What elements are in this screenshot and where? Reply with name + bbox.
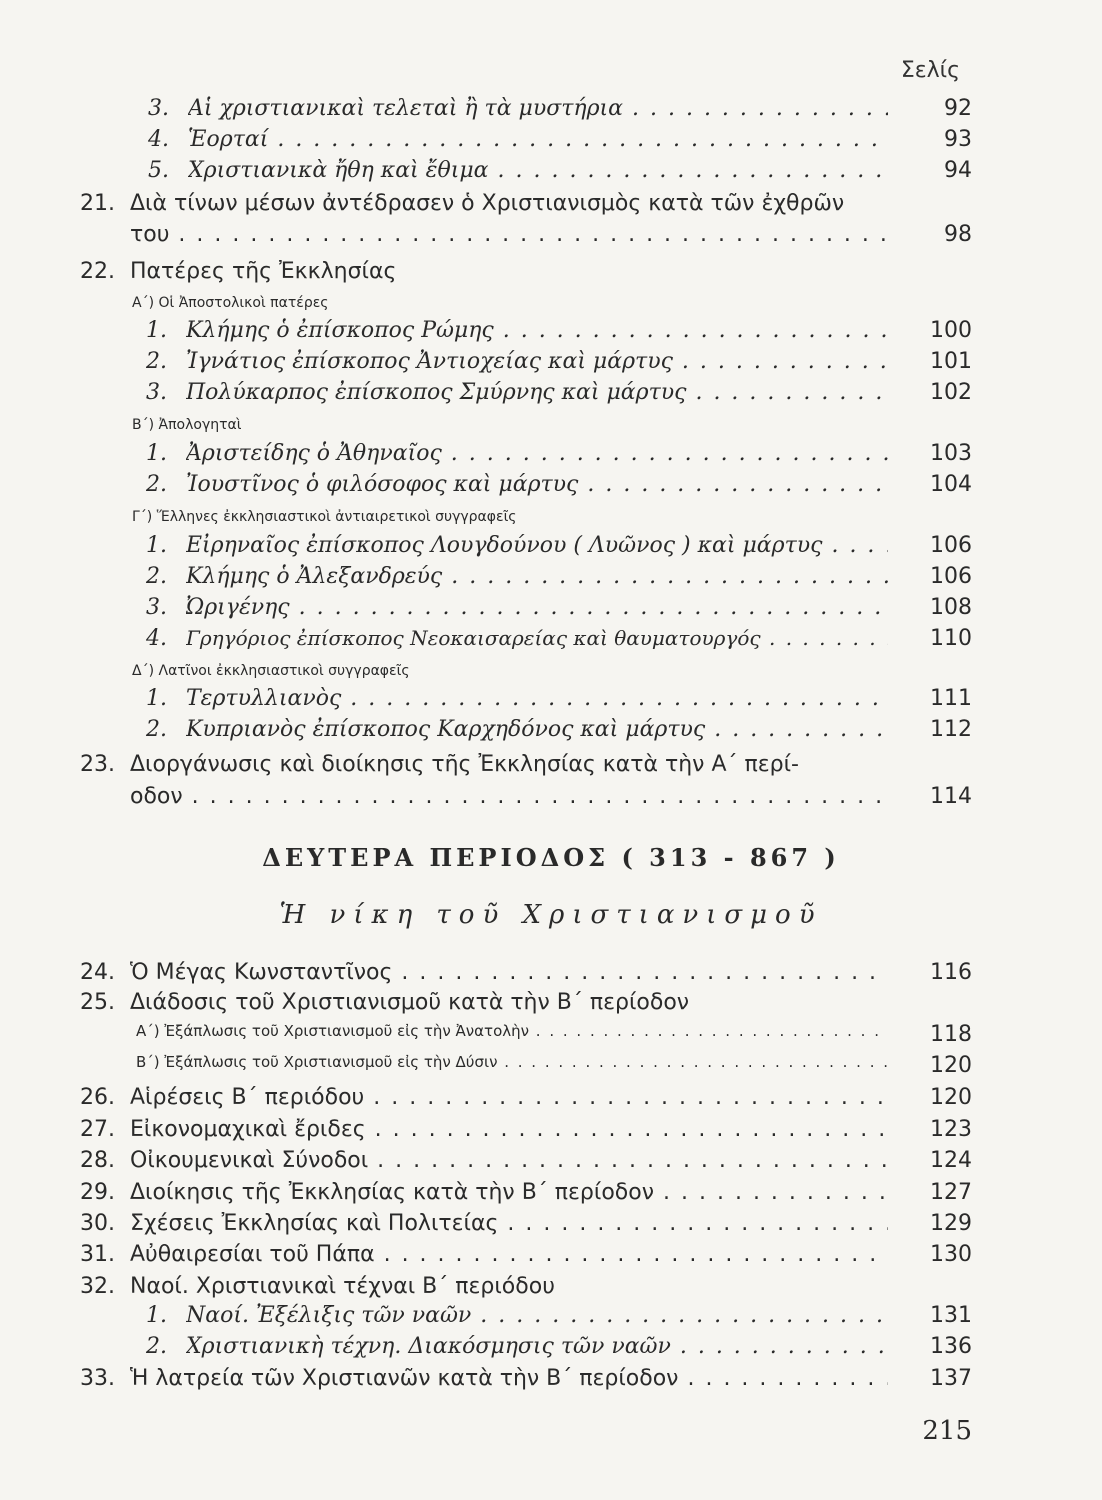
entry-page: 106 xyxy=(930,533,972,558)
entry-title: Αὐθαιρεσίαι τοῦ Πάπα . . . xyxy=(130,1242,888,1267)
entry-number: 31. xyxy=(80,1242,115,1267)
entry-number: 3. xyxy=(148,96,169,121)
toc-entry xyxy=(0,1117,1102,1149)
entry-title: Ὁ Μέγας Κωνσταντῖνος . . . xyxy=(130,960,888,985)
entry-title: Σχέσεις Ἐκκλησίας καὶ Πολιτείας . . . xyxy=(130,1211,888,1236)
toc-entry xyxy=(0,1274,1102,1306)
entry-title: Κλήμης ὁ ἐπίσκοπος Ρώμης . . . xyxy=(186,318,888,343)
entry-title: Κυπριανὸς ἐπίσκοπος Καρχηδόνος καὶ μάρτυς . . . xyxy=(186,717,888,742)
entry-page: 120 xyxy=(930,1085,972,1110)
entry-title: Πολύκαρπος ἐπίσκοπος Σμύρνης καὶ μάρτυς . . . xyxy=(186,380,888,405)
entry-number: 22. xyxy=(80,259,115,284)
entry-title: Αἱρέσεις Β΄ περιόδου . . . xyxy=(130,1085,888,1110)
subsection-title: Β΄) Ἐξάπλωσις τοῦ Χριστιανισμοῦ εἰς τὴν Δύσιν . . . xyxy=(136,1053,888,1071)
entry-number: 4. xyxy=(146,626,167,651)
toc-entry xyxy=(0,127,1102,159)
entry-number: 30. xyxy=(80,1211,115,1236)
toc-entry xyxy=(0,1085,1102,1117)
entry-page: 123 xyxy=(930,1117,972,1142)
entry-number: 1. xyxy=(146,686,167,711)
entry-page: 98 xyxy=(944,222,972,247)
entry-number: 33. xyxy=(80,1366,115,1391)
toc-entry xyxy=(0,259,1102,291)
entry-page: 111 xyxy=(930,686,972,711)
subsection-title: Α΄) Οἱ Ἀποστολικοὶ πατέρες xyxy=(132,295,329,311)
entry-number: 1. xyxy=(146,1303,167,1328)
entry-page: 100 xyxy=(930,318,972,343)
entry-title: οδον . . . xyxy=(130,784,888,809)
toc-entry xyxy=(0,752,1102,784)
toc-entry xyxy=(0,626,1102,658)
entry-title: Αἱ χριστιανικαὶ τελεταὶ ἢ τὰ μυστήρια . . . xyxy=(188,96,888,121)
subsection-title: Δ΄) Λατῖνοι ἐκκλησιαστικοὶ συγγραφεῖς xyxy=(132,663,410,679)
entry-page: 116 xyxy=(930,960,972,985)
toc-entry xyxy=(0,717,1102,749)
entry-number: 5. xyxy=(148,158,169,183)
entry-page: 118 xyxy=(930,1022,972,1047)
entry-title: Ἰγνάτιος ἐπίσκοπος Ἀντιοχείας καὶ μάρτυς . . . xyxy=(186,349,888,374)
toc-entry xyxy=(0,686,1102,718)
entry-title: Γρηγόριος ἐπίσκοπος Νεοκαισαρείας καὶ θαυματουργός . . . xyxy=(186,626,888,650)
entry-title: Διοίκησις τῆς Ἐκκλησίας κατὰ τὴν Β΄ περίοδον . . . xyxy=(130,1180,888,1205)
toc-entry xyxy=(0,349,1102,381)
entry-page: 103 xyxy=(930,441,972,466)
subsection-title: Β΄) Ἀπολογηταὶ xyxy=(132,417,242,433)
entry-title: Ἑορταί . . . xyxy=(188,127,888,152)
toc-entry xyxy=(0,595,1102,627)
entry-page: 92 xyxy=(944,96,972,121)
entry-page: 137 xyxy=(930,1366,972,1391)
entry-number: 2. xyxy=(146,717,167,742)
subsection-title: Γ΄) Ἕλληνες ἐκκλησιαστικοὶ ἀντιαιρετικοὶ συγγραφεῖς xyxy=(132,509,517,525)
entry-page: 120 xyxy=(930,1053,972,1078)
entry-title: Πατέρες τῆς Ἐκκλησίας xyxy=(130,259,397,284)
entry-title: του . . . xyxy=(130,222,888,247)
entry-title: Κλήμης ὁ Ἀλεξανδρεύς . . . xyxy=(186,564,888,589)
entry-page: 102 xyxy=(930,380,972,405)
subsection-title: Α΄) Ἐξάπλωσις τοῦ Χριστιανισμοῦ εἰς τὴν Ἀνατολὴν . . . xyxy=(136,1022,888,1040)
toc-entry xyxy=(0,1303,1102,1335)
entry-title: Τερτυλλιανὸς . . . xyxy=(186,686,888,711)
pages-column-header: Σελίς xyxy=(900,58,960,83)
period-subheading: Ἡ νίκη τοῦ Χριστιανισμοῦ xyxy=(279,900,823,930)
toc-entry xyxy=(0,1211,1102,1243)
entry-number: 2. xyxy=(146,564,167,589)
entry-number: 3. xyxy=(146,595,167,620)
toc-entry-continuation xyxy=(0,784,1102,816)
entry-number: 25. xyxy=(80,990,115,1015)
entry-page: 124 xyxy=(930,1148,972,1173)
entry-number: 26. xyxy=(80,1085,115,1110)
entry-title: Διοργάνωσις καὶ διοίκησις τῆς Ἐκκλησίας κατὰ τὴν Α΄ περί- xyxy=(130,752,799,777)
entry-page: 131 xyxy=(930,1303,972,1328)
toc-entry-continuation xyxy=(0,222,1102,254)
toc-entry xyxy=(0,96,1102,128)
toc-entry xyxy=(0,1148,1102,1180)
entry-title: Χριστιανικὰ ἤθη καὶ ἔθιμα . . . xyxy=(188,158,888,183)
entry-page: 129 xyxy=(930,1211,972,1236)
toc-entry xyxy=(0,1366,1102,1398)
entry-page: 94 xyxy=(944,158,972,183)
entry-page: 130 xyxy=(930,1242,972,1267)
toc-entry xyxy=(0,1242,1102,1274)
toc-entry xyxy=(0,380,1102,412)
entry-number: 2. xyxy=(146,349,167,374)
entry-number: 2. xyxy=(146,472,167,497)
entry-title: Ἰουστῖνος ὁ φιλόσοφος καὶ μάρτυς . . . xyxy=(186,472,888,497)
page-number-footer: 215 xyxy=(922,1416,972,1446)
entry-page: 104 xyxy=(930,472,972,497)
entry-page: 127 xyxy=(930,1180,972,1205)
entry-title: Διάδοσις τοῦ Χριστιανισμοῦ κατὰ τὴν Β΄ περίοδον xyxy=(130,990,690,1015)
entry-title: Ἡ λατρεία τῶν Χριστιανῶν κατὰ τὴν Β΄ περίοδον . . . xyxy=(130,1366,888,1391)
entry-page: 110 xyxy=(930,626,972,651)
toc-entry xyxy=(0,960,1102,992)
entry-number: 23. xyxy=(80,752,115,777)
period-heading: ΔΕΥΤΕΡΑ ΠΕΡΙΟΔΟΣ ( 313 - 867 ) xyxy=(262,843,840,872)
toc-subsection xyxy=(0,1022,1102,1054)
toc-entry xyxy=(0,441,1102,473)
entry-number: 32. xyxy=(80,1274,115,1299)
toc-entry xyxy=(0,1180,1102,1212)
entry-title: Οἰκουμενικαὶ Σύνοδοι . . . xyxy=(130,1148,888,1173)
entry-title: Εἰρηναῖος ἐπίσκοπος Λουγδούνου ( Λυῶνος ) καὶ μάρτυς . . . xyxy=(186,533,888,558)
toc-entry xyxy=(0,533,1102,565)
toc-entry xyxy=(0,564,1102,596)
toc-entry xyxy=(0,1334,1102,1366)
entry-number: 29. xyxy=(80,1180,115,1205)
entry-page: 112 xyxy=(930,717,972,742)
entry-page: 136 xyxy=(930,1334,972,1359)
entry-title: Ὠριγένης . . . xyxy=(186,595,888,620)
entry-number: 3. xyxy=(146,380,167,405)
entry-number: 21. xyxy=(80,191,115,216)
toc-entry xyxy=(0,318,1102,350)
toc-entry xyxy=(0,472,1102,504)
entry-page: 114 xyxy=(930,784,972,809)
toc-subsection xyxy=(0,1053,1102,1085)
entry-number: 2. xyxy=(146,1334,167,1359)
entry-page: 106 xyxy=(930,564,972,589)
entry-page: 108 xyxy=(930,595,972,620)
entry-number: 4. xyxy=(148,127,169,152)
entry-title: Χριστιανικὴ τέχνη. Διακόσμησις τῶν ναῶν . . . xyxy=(186,1334,888,1359)
entry-number: 1. xyxy=(146,441,167,466)
entry-title: Ναοί. Χριστιανικαὶ τέχναι Β΄ περιόδου xyxy=(130,1274,555,1299)
toc-entry xyxy=(0,990,1102,1022)
entry-number: 1. xyxy=(146,318,167,343)
toc-entry xyxy=(0,191,1102,223)
entry-number: 24. xyxy=(80,960,115,985)
entry-number: 1. xyxy=(146,533,167,558)
entry-number: 27. xyxy=(80,1117,115,1142)
entry-title: Διὰ τίνων μέσων ἀντέδρασεν ὁ Χριστιανισμὸς κατὰ τῶν ἐχθρῶν xyxy=(130,191,845,216)
entry-page: 101 xyxy=(930,349,972,374)
entry-title: Ἀριστείδης ὁ Ἀθηναῖος . . . xyxy=(186,441,888,466)
entry-page: 93 xyxy=(944,127,972,152)
entry-number: 28. xyxy=(80,1148,115,1173)
toc-entry xyxy=(0,158,1102,190)
entry-title: Εἰκονομαχικαὶ ἔριδες . . . xyxy=(130,1117,888,1142)
entry-title: Ναοί. Ἐξέλιξις τῶν ναῶν . . . xyxy=(186,1303,888,1328)
